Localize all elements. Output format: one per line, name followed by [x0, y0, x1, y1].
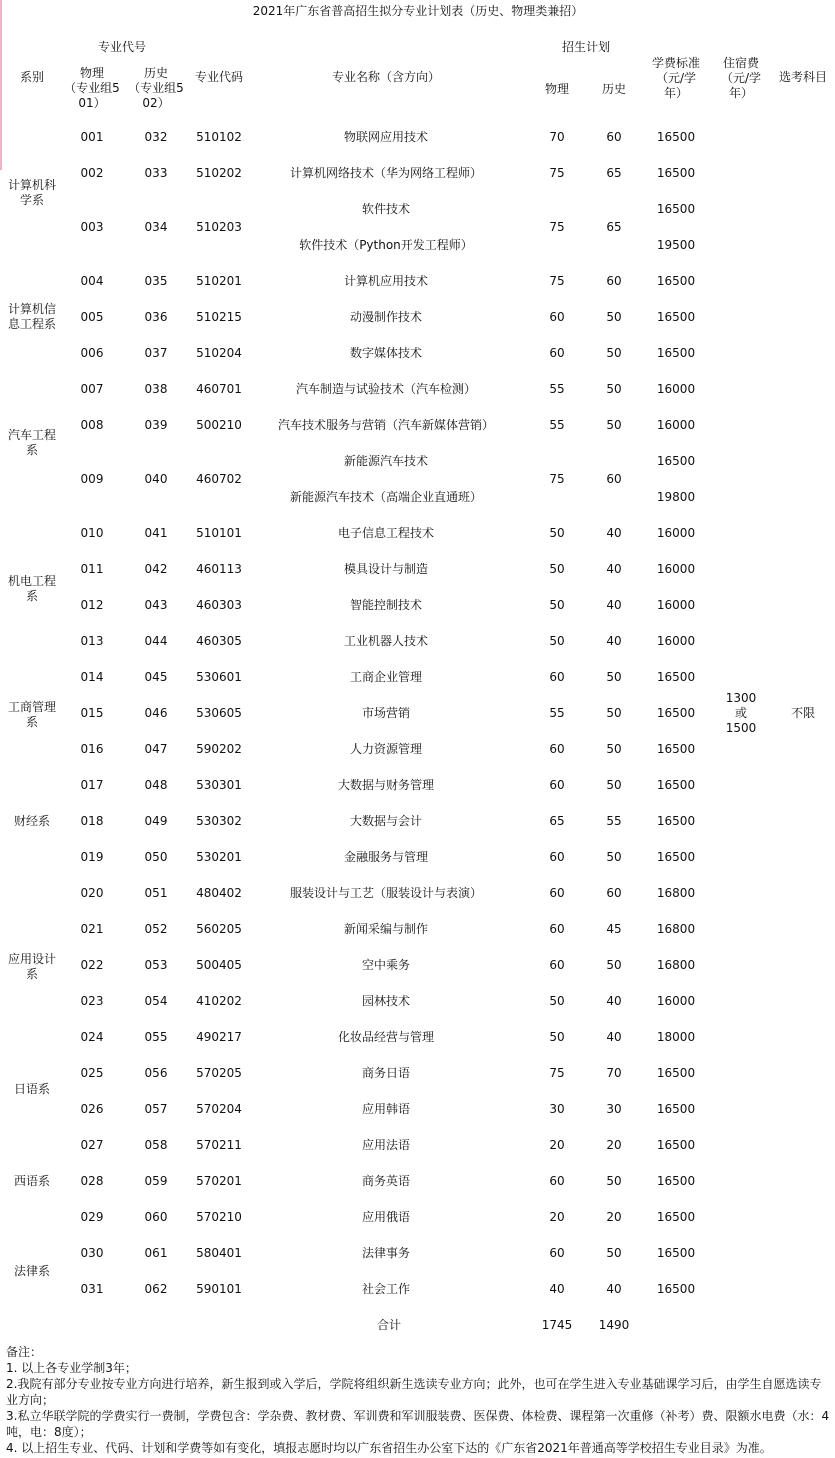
department-label: 应用设计 系	[7, 952, 57, 981]
major-name-cell: 计算机应用技术	[343, 274, 429, 288]
physics-code-cell: 001	[80, 130, 104, 144]
history-plan-cell: 65	[606, 220, 622, 234]
physics-code-cell: 023	[80, 994, 104, 1008]
physics-code-cell: 012	[80, 598, 104, 612]
history-code-cell: 041	[144, 526, 168, 540]
major-name-cell: 数字媒体技术	[349, 346, 423, 360]
department-label: 机电工程 系	[7, 574, 57, 603]
tuition-cell: 16500	[656, 1102, 696, 1116]
tuition-cell: 16000	[656, 562, 696, 576]
history-code-cell: 052	[144, 922, 168, 936]
history-code-cell: 053	[144, 958, 168, 972]
major-code-cell: 510101	[196, 526, 242, 540]
department-label: 法律系	[13, 1264, 51, 1278]
major-code-cell: 500405	[196, 958, 242, 972]
total-history: 1490	[598, 1318, 630, 1332]
physics-plan-cell: 75	[549, 1066, 565, 1080]
history-code-cell: 061	[144, 1246, 168, 1260]
history-code-cell: 035	[144, 274, 168, 288]
major-code-cell: 460305	[196, 634, 242, 648]
major-name-cell: 应用韩语	[361, 1102, 411, 1116]
history-code-cell: 058	[144, 1138, 168, 1152]
history-plan-cell: 40	[606, 598, 622, 612]
physics-code-cell: 019	[80, 850, 104, 864]
major-name-cell: 人力资源管理	[349, 742, 423, 756]
tuition-cell: 16000	[656, 418, 696, 432]
header-physics-code: 物理 （专业组5 01）	[64, 66, 120, 110]
history-plan-cell: 70	[606, 1066, 622, 1080]
major-code-cell: 510202	[196, 166, 242, 180]
physics-plan-cell: 60	[549, 778, 565, 792]
history-plan-cell: 45	[606, 922, 622, 936]
major-code-cell: 510203	[196, 220, 242, 234]
physics-plan-cell: 50	[549, 526, 565, 540]
tuition-cell: 16500	[656, 130, 696, 144]
history-code-cell: 032	[144, 130, 168, 144]
major-name-cell: 电子信息工程技术	[337, 526, 435, 540]
physics-code-cell: 022	[80, 958, 104, 972]
history-plan-cell: 50	[606, 418, 622, 432]
physics-code-cell: 020	[80, 886, 104, 900]
physics-code-cell: 027	[80, 1138, 104, 1152]
major-name-cell: 大数据与会计	[349, 814, 423, 828]
physics-plan-cell: 50	[549, 1030, 565, 1044]
tuition-cell: 16500	[656, 202, 696, 216]
tuition-cell: 16500	[656, 706, 696, 720]
major-name-cell: 汽车技术服务与营销（汽车新媒体营销）	[277, 418, 495, 432]
physics-code-cell: 005	[80, 310, 104, 324]
tuition-cell: 16500	[656, 778, 696, 792]
header-history: 历史	[601, 82, 627, 96]
history-plan-cell: 60	[606, 472, 622, 486]
major-code-cell: 580401	[196, 1246, 242, 1260]
major-code-cell: 510215	[196, 310, 242, 324]
header-tuition: 学费标准 （元/学 年）	[651, 56, 701, 100]
tuition-cell: 16000	[656, 382, 696, 396]
history-plan-cell: 20	[606, 1138, 622, 1152]
physics-plan-cell: 60	[549, 742, 565, 756]
major-name-cell: 工业机器人技术	[343, 634, 429, 648]
history-code-cell: 038	[144, 382, 168, 396]
physics-plan-cell: 20	[549, 1138, 565, 1152]
history-plan-cell: 65	[606, 166, 622, 180]
note-item: 2.我院有部分专业按专业方向进行培养，新生报到或入学后，学院将组织新生选读专业方向；此外，也可在学生进入专业基础课学习后，由学生自愿选读专业方向；	[6, 1377, 822, 1407]
history-plan-cell: 30	[606, 1102, 622, 1116]
physics-code-cell: 007	[80, 382, 104, 396]
major-name-cell: 商务英语	[361, 1174, 411, 1188]
major-name-cell: 工商企业管理	[349, 670, 423, 684]
tuition-cell: 16500	[656, 814, 696, 828]
major-name-cell: 法律事务	[361, 1246, 411, 1260]
notes	[6, 1344, 832, 1456]
history-plan-cell: 40	[606, 562, 622, 576]
physics-plan-cell: 75	[549, 166, 565, 180]
major-code-cell: 460303	[196, 598, 242, 612]
physics-plan-cell: 65	[549, 814, 565, 828]
tuition-cell: 16500	[656, 850, 696, 864]
tuition-cell: 16500	[656, 310, 696, 324]
history-plan-cell: 60	[606, 130, 622, 144]
major-name-cell: 软件技术	[361, 202, 411, 216]
tuition-cell: 16500	[656, 1246, 696, 1260]
tuition-cell: 16000	[656, 634, 696, 648]
major-code-cell: 510102	[196, 130, 242, 144]
history-code-cell: 047	[144, 742, 168, 756]
physics-plan-cell: 60	[549, 346, 565, 360]
history-plan-cell: 40	[606, 526, 622, 540]
major-name-cell: 动漫制作技术	[349, 310, 423, 324]
major-name-cell: 市场营销	[361, 706, 411, 720]
physics-code-cell: 006	[80, 346, 104, 360]
history-plan-cell: 20	[606, 1210, 622, 1224]
history-code-cell: 049	[144, 814, 168, 828]
history-code-cell: 036	[144, 310, 168, 324]
major-code-cell: 460702	[196, 472, 242, 486]
physics-plan-cell: 40	[549, 1282, 565, 1296]
header-major-code: 专业代码	[194, 70, 244, 84]
major-name-cell: 软件技术（Python开发工程师）	[299, 238, 473, 252]
tuition-cell: 16500	[656, 346, 696, 360]
tuition-cell: 16500	[656, 454, 696, 468]
tuition-cell: 16500	[656, 1210, 696, 1224]
major-code-cell: 530301	[196, 778, 242, 792]
department-label: 计算机信 息工程系	[7, 302, 57, 331]
dorm-fee: 1300 或 1500	[725, 691, 757, 735]
major-name-cell: 物联网应用技术	[343, 130, 429, 144]
major-code-cell: 560205	[196, 922, 242, 936]
total-label: 合计	[376, 1318, 402, 1332]
history-code-cell: 033	[144, 166, 168, 180]
physics-plan-cell: 20	[549, 1210, 565, 1224]
history-plan-cell: 50	[606, 778, 622, 792]
page-title: 2021年广东省普高招生拟分专业计划表（历史、物理类兼招）	[252, 4, 584, 18]
history-code-cell: 062	[144, 1282, 168, 1296]
header-code-group: 专业代号	[97, 40, 147, 54]
history-code-cell: 060	[144, 1210, 168, 1224]
tuition-cell: 16500	[656, 274, 696, 288]
history-plan-cell: 50	[606, 310, 622, 324]
history-code-cell: 045	[144, 670, 168, 684]
physics-code-cell: 011	[80, 562, 104, 576]
physics-plan-cell: 50	[549, 562, 565, 576]
tuition-cell: 16000	[656, 994, 696, 1008]
left-edge-line	[0, 0, 2, 170]
physics-code-cell: 009	[80, 472, 104, 486]
physics-code-cell: 003	[80, 220, 104, 234]
tuition-cell: 16000	[656, 598, 696, 612]
physics-code-cell: 031	[80, 1282, 104, 1296]
history-plan-cell: 40	[606, 994, 622, 1008]
header-physics: 物理	[544, 82, 570, 96]
major-name-cell: 汽车制造与试验技术（汽车检测）	[295, 382, 477, 396]
tuition-cell: 18000	[656, 1030, 696, 1044]
physics-code-cell: 014	[80, 670, 104, 684]
physics-code-cell: 008	[80, 418, 104, 432]
physics-plan-cell: 60	[549, 670, 565, 684]
physics-code-cell: 018	[80, 814, 104, 828]
history-code-cell: 040	[144, 472, 168, 486]
major-name-cell: 园林技术	[361, 994, 411, 1008]
history-plan-cell: 60	[606, 886, 622, 900]
history-plan-cell: 40	[606, 1030, 622, 1044]
physics-code-cell: 010	[80, 526, 104, 540]
history-code-cell: 034	[144, 220, 168, 234]
major-code-cell: 590101	[196, 1282, 242, 1296]
history-code-cell: 054	[144, 994, 168, 1008]
history-plan-cell: 50	[606, 706, 622, 720]
history-plan-cell: 50	[606, 346, 622, 360]
history-plan-cell: 50	[606, 1246, 622, 1260]
major-name-cell: 新闻采编与制作	[343, 922, 429, 936]
tuition-cell: 16000	[656, 526, 696, 540]
department-label: 西语系	[13, 1174, 51, 1188]
major-code-cell: 510204	[196, 346, 242, 360]
major-name-cell: 商务日语	[361, 1066, 411, 1080]
history-plan-cell: 50	[606, 1174, 622, 1188]
note-item: 3.私立华联学院的学费实行一费制，学费包含：学杂费、教材费、军训费和军训服装费、医保费、体检费、课程第一次重修（补考）费、限额水电费（水：4吨，电：8度）；	[6, 1409, 830, 1439]
major-name-cell: 社会工作	[361, 1282, 411, 1296]
physics-code-cell: 029	[80, 1210, 104, 1224]
physics-code-cell: 013	[80, 634, 104, 648]
history-code-cell: 050	[144, 850, 168, 864]
physics-code-cell: 004	[80, 274, 104, 288]
physics-code-cell: 024	[80, 1030, 104, 1044]
physics-plan-cell: 60	[549, 310, 565, 324]
physics-code-cell: 016	[80, 742, 104, 756]
major-code-cell: 460113	[196, 562, 242, 576]
major-code-cell: 490217	[196, 1030, 242, 1044]
physics-plan-cell: 30	[549, 1102, 565, 1116]
tuition-cell: 16800	[656, 886, 696, 900]
history-code-cell: 057	[144, 1102, 168, 1116]
history-plan-cell: 60	[606, 274, 622, 288]
physics-plan-cell: 60	[549, 958, 565, 972]
physics-plan-cell: 70	[549, 130, 565, 144]
history-code-cell: 043	[144, 598, 168, 612]
history-plan-cell: 40	[606, 1282, 622, 1296]
physics-plan-cell: 60	[549, 1174, 565, 1188]
physics-code-cell: 017	[80, 778, 104, 792]
history-code-cell: 042	[144, 562, 168, 576]
major-name-cell: 服装设计与工艺（服装设计与表演）	[289, 886, 483, 900]
physics-code-cell: 028	[80, 1174, 104, 1188]
physics-plan-cell: 50	[549, 994, 565, 1008]
major-code-cell: 500210	[196, 418, 242, 432]
header-subjects: 选考科目	[778, 70, 828, 84]
tuition-cell: 16500	[656, 1066, 696, 1080]
tuition-cell: 16500	[656, 1138, 696, 1152]
tuition-cell: 16800	[656, 922, 696, 936]
tuition-cell: 19500	[656, 238, 696, 252]
history-code-cell: 044	[144, 634, 168, 648]
major-name-cell: 化妆品经营与管理	[337, 1030, 435, 1044]
history-plan-cell: 40	[606, 634, 622, 648]
major-name-cell: 智能控制技术	[349, 598, 423, 612]
major-code-cell: 570204	[196, 1102, 242, 1116]
physics-plan-cell: 60	[549, 922, 565, 936]
major-name-cell: 计算机网络技术（华为网络工程师）	[289, 166, 483, 180]
major-code-cell: 530201	[196, 850, 242, 864]
header-plan: 招生计划	[561, 40, 611, 54]
physics-plan-cell: 75	[549, 274, 565, 288]
major-code-cell: 530605	[196, 706, 242, 720]
history-code-cell: 037	[144, 346, 168, 360]
tuition-cell: 16500	[656, 742, 696, 756]
note-item: 4. 以上招生专业、代码、计划和学费等如有变化，填报志愿时均以广东省招生办公室下达的《广东省2021年普通高等学校招生专业目录》为准。	[6, 1441, 772, 1455]
history-code-cell: 056	[144, 1066, 168, 1080]
physics-plan-cell: 50	[549, 634, 565, 648]
physics-plan-cell: 75	[549, 472, 565, 486]
physics-code-cell: 026	[80, 1102, 104, 1116]
physics-plan-cell: 50	[549, 598, 565, 612]
total-physics: 1745	[541, 1318, 573, 1332]
major-name-cell: 金融服务与管理	[343, 850, 429, 864]
tuition-cell: 16500	[656, 166, 696, 180]
major-code-cell: 530601	[196, 670, 242, 684]
major-code-cell: 570201	[196, 1174, 242, 1188]
history-plan-cell: 50	[606, 382, 622, 396]
history-plan-cell: 50	[606, 850, 622, 864]
history-code-cell: 051	[144, 886, 168, 900]
header-dorm: 住宿费 （元/学 年）	[720, 56, 762, 100]
tuition-cell: 16500	[656, 1282, 696, 1296]
major-code-cell: 410202	[196, 994, 242, 1008]
major-name-cell: 空中乘务	[361, 958, 411, 972]
history-plan-cell: 50	[606, 670, 622, 684]
major-code-cell: 590202	[196, 742, 242, 756]
subjects-value: 不限	[790, 706, 816, 720]
physics-code-cell: 002	[80, 166, 104, 180]
physics-plan-cell: 55	[549, 418, 565, 432]
major-name-cell: 应用法语	[361, 1138, 411, 1152]
physics-plan-cell: 60	[549, 886, 565, 900]
history-plan-cell: 50	[606, 958, 622, 972]
department-label: 计算机科 学系	[7, 178, 57, 207]
tuition-cell: 19800	[656, 490, 696, 504]
physics-plan-cell: 60	[549, 1246, 565, 1260]
physics-plan-cell: 75	[549, 220, 565, 234]
major-code-cell: 460701	[196, 382, 242, 396]
physics-code-cell: 025	[80, 1066, 104, 1080]
major-name-cell: 大数据与财务管理	[337, 778, 435, 792]
notes-heading: 备注：	[6, 1345, 43, 1359]
major-name-cell: 新能源汽车技术（高端企业直通班）	[289, 490, 483, 504]
history-code-cell: 059	[144, 1174, 168, 1188]
major-code-cell: 530302	[196, 814, 242, 828]
physics-code-cell: 015	[80, 706, 104, 720]
history-code-cell: 039	[144, 418, 168, 432]
department-label: 汽车工程 系	[7, 428, 57, 457]
note-item: 1. 以上各专业学制3年；	[6, 1361, 137, 1375]
major-name-cell: 模具设计与制造	[343, 562, 429, 576]
header-history-code: 历史 （专业组5 02）	[128, 66, 184, 110]
department-label: 财经系	[13, 814, 51, 828]
physics-plan-cell: 55	[549, 706, 565, 720]
major-name-cell: 应用俄语	[361, 1210, 411, 1224]
major-code-cell: 570211	[196, 1138, 242, 1152]
history-plan-cell: 55	[606, 814, 622, 828]
header-department: 系别	[19, 70, 45, 84]
history-code-cell: 048	[144, 778, 168, 792]
tuition-cell: 16800	[656, 958, 696, 972]
history-plan-cell: 50	[606, 742, 622, 756]
physics-code-cell: 030	[80, 1246, 104, 1260]
tuition-cell: 16500	[656, 670, 696, 684]
header-major-name: 专业名称（含方向）	[331, 70, 441, 84]
department-label: 工商管理 系	[7, 700, 57, 729]
physics-plan-cell: 60	[549, 850, 565, 864]
major-code-cell: 480402	[196, 886, 242, 900]
major-code-cell: 510201	[196, 274, 242, 288]
major-code-cell: 570205	[196, 1066, 242, 1080]
tuition-cell: 16500	[656, 1174, 696, 1188]
department-label: 日语系	[13, 1082, 51, 1096]
history-code-cell: 055	[144, 1030, 168, 1044]
physics-code-cell: 021	[80, 922, 104, 936]
physics-plan-cell: 55	[549, 382, 565, 396]
major-name-cell: 新能源汽车技术	[343, 454, 429, 468]
history-code-cell: 046	[144, 706, 168, 720]
major-code-cell: 570210	[196, 1210, 242, 1224]
